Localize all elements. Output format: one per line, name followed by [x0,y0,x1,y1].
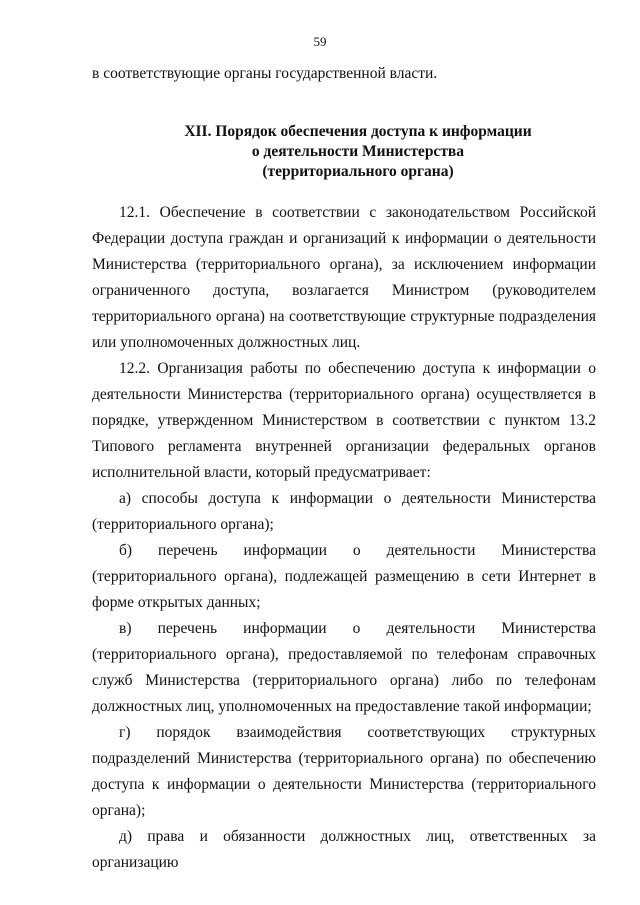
paragraph-12-2: 12.2. Организация работы по обеспечению доступа к информации о деятельности Министерства (территориального органа) осуществляется в порядке, утвержденном Министерством в соответствии с пунктом 13.2 Типового регламента внутренней организации федеральных органов исполнительной власти, который предусматривает: [92,360,596,481]
section-title-line-2: о деятельности Министерства [251,143,465,160]
list-item-b: б) перечень информации о деятельности Министерства (территориального органа), подлежащей размещению в сети Интернет в форме открытых данных; [92,542,596,611]
section-title-line-1: XII. Порядок обеспечения доступа к информации [184,123,532,140]
list-item-g: г) порядок взаимодействия соответствующих структурных подразделений Министерства (территориального органа) по обеспечению доступа к информации о деятельности Министерства (территориального органа); [92,724,596,819]
list-item-d: д) права и обязанности должностных лиц, ответственных за организацию [92,828,596,871]
section-title-line-3: (территориального органа) [262,163,454,180]
page-number: 59 [313,34,327,49]
paragraph-12-1: 12.1. Обеспечение в соответствии с законодательством Российской Федерации доступа граждан и организаций к информации о деятельности Министерства (территориального органа), за исключением информации ограниченного доступа, возлагается Министром (руководителем территориального органа) на соответствующие структурные подразделения или уполномоченных должностных лиц. [92,204,596,351]
continuation-line: в соответствующие органы государственной власти. [92,65,438,82]
document-body [92,61,596,876]
list-item-a: а) способы доступа к информации о деятельности Министерства (территориального органа); [92,490,596,533]
list-item-v: в) перечень информации о деятельности Министерства (территориального органа), предоставляемой по телефонам справочных служб Министерства (территориального органа) либо по телефонам должностных лиц, уполномоченных на предоставление такой информации; [92,620,596,715]
section-title [92,122,596,182]
